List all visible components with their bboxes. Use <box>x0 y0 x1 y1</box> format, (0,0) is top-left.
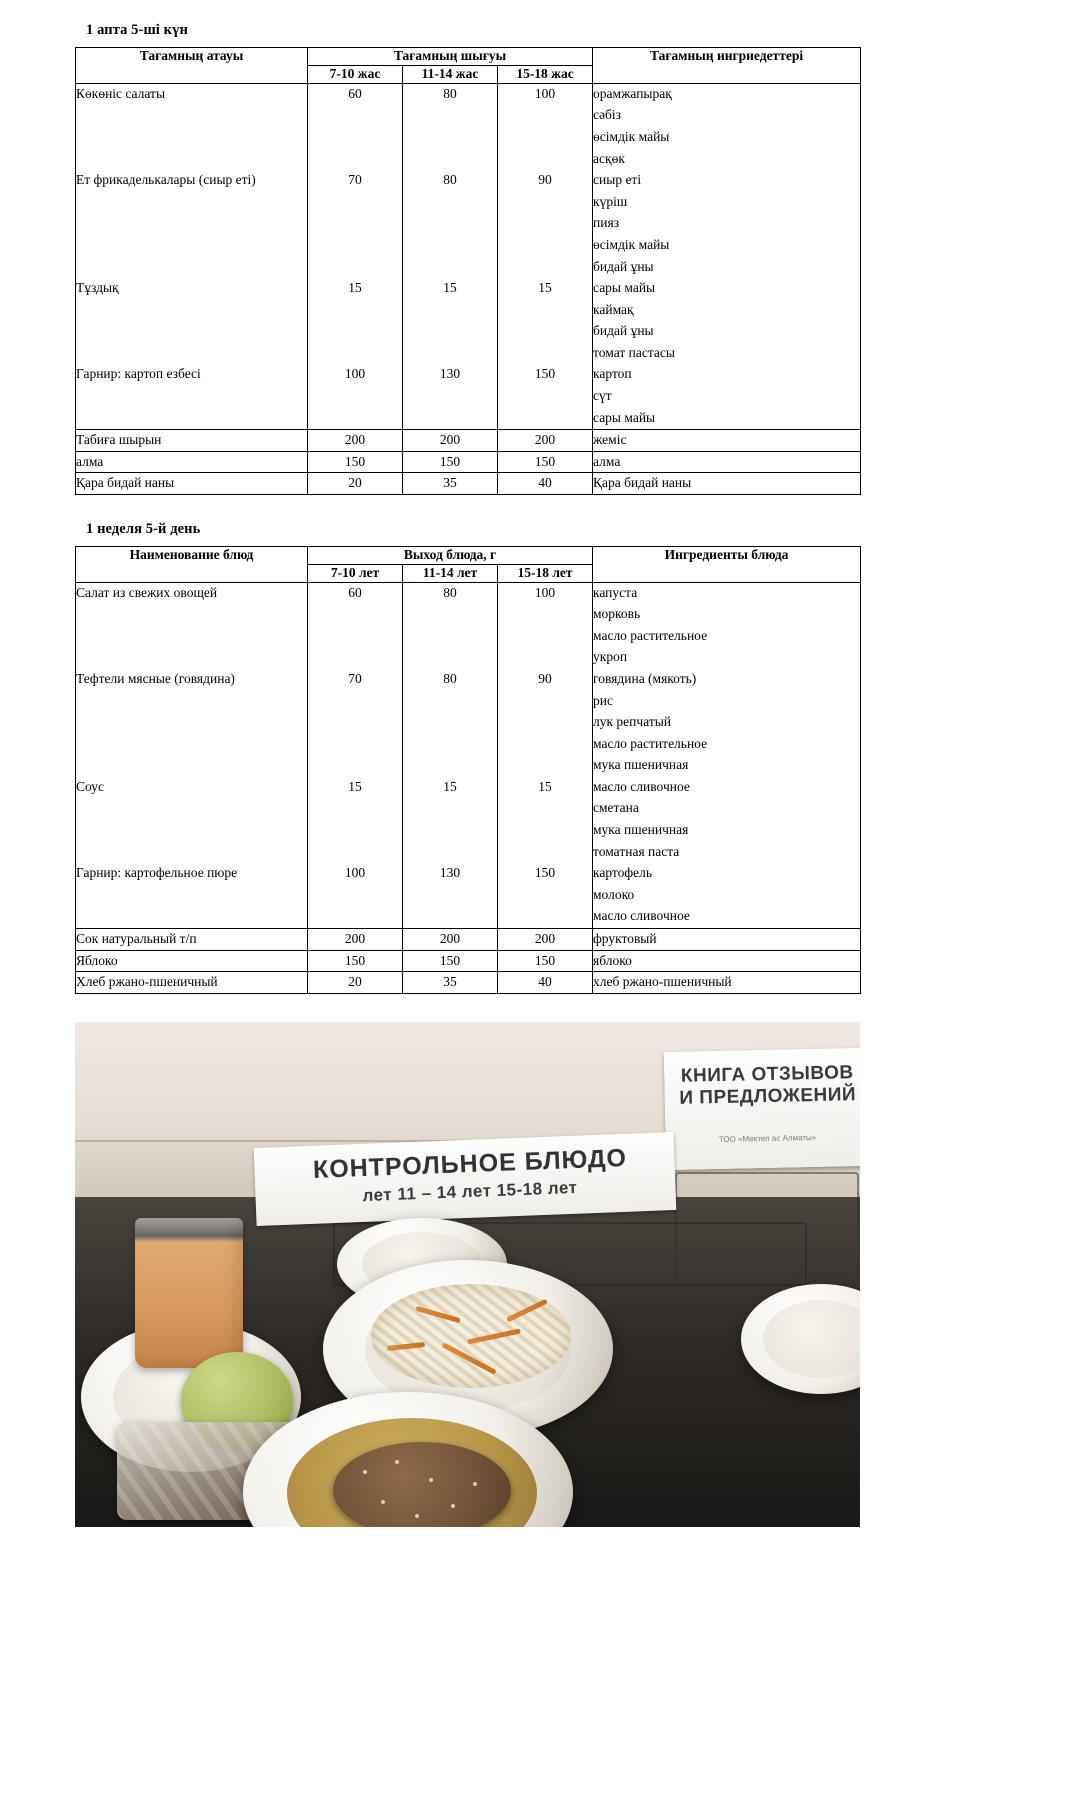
dish-name: Табиға шырын <box>76 430 308 452</box>
value-7-10: 200 <box>308 430 403 452</box>
value-7-10: 70 <box>348 172 362 188</box>
header-output-group: Тағамның шығуы <box>308 48 593 66</box>
value-15-18: 200 <box>498 929 593 951</box>
dish-name: Тефтели мясные (говядина) <box>76 670 235 686</box>
header-age-15-18: 15-18 лет <box>498 564 593 582</box>
value-15-18: 150 <box>534 865 556 881</box>
value-15-18: 200 <box>498 430 593 452</box>
value-7-10: 100 <box>344 865 366 881</box>
value-15-18: 15 <box>538 778 552 794</box>
ingredient: яблоко <box>593 950 861 972</box>
ingredient: асқөк <box>593 150 625 166</box>
ingredient: томат пастасы <box>593 344 675 360</box>
dish-name: Хлеб ржано-пшеничный <box>76 972 308 994</box>
table-row <box>76 83 861 430</box>
ingredient: масло растительное <box>593 735 708 751</box>
value-11-14: 150 <box>403 950 498 972</box>
ingredient: картофель <box>593 865 653 881</box>
table-header-row <box>76 48 861 66</box>
ingredient: өсімдік майы <box>593 128 670 144</box>
ingredient: укроп <box>593 649 628 665</box>
header-age-7-10: 7-10 лет <box>308 564 403 582</box>
value-7-10: 60 <box>348 85 362 101</box>
ingredient: өсімдік майы <box>593 236 670 252</box>
ingredient: сметана <box>593 800 639 816</box>
ingredient: бидай ұны <box>593 323 654 339</box>
dish-name: Салат из свежих овощей <box>76 584 218 600</box>
value-7-10: 100 <box>344 366 366 382</box>
value-11-14: 150 <box>403 451 498 473</box>
ingredient: фруктовый <box>593 929 861 951</box>
section-title-ru: 1 неделя 5-й день <box>86 520 201 537</box>
table-row <box>76 430 861 452</box>
section-title-kk: 1 апта 5-ші күн <box>86 22 188 38</box>
value-7-10: 150 <box>308 950 403 972</box>
ingredient: мука пшеничная <box>593 822 689 838</box>
control-dish-sign-title: КОНТРОЛЬНОЕ БЛЮДО <box>312 1143 628 1184</box>
value-11-14: 80 <box>443 584 457 600</box>
value-15-18: 150 <box>498 950 593 972</box>
control-dish-photo <box>75 1022 860 1527</box>
control-dish-sign-ages: лет 11 – 14 лет 15-18 лет <box>362 1177 578 1205</box>
ingredient: молоко <box>593 886 635 902</box>
header-age-7-10: 7-10 жас <box>308 65 403 83</box>
dish-name: Ет фрикаделькалары (сиыр еті) <box>76 172 256 188</box>
dish-name: Көкөніс салаты <box>76 85 166 101</box>
value-7-10: 70 <box>348 670 362 686</box>
value-11-14: 15 <box>443 280 457 296</box>
complaints-book-sign-subtext: ТОО «Мектеп ас Алматы» <box>718 1132 817 1144</box>
value-11-14: 130 <box>439 865 461 881</box>
ingredient: говядина (мякоть) <box>593 670 697 686</box>
ingredient: томатная паста <box>593 843 680 859</box>
table-row <box>76 451 861 473</box>
ingredient: бидай ұны <box>593 258 654 274</box>
ingredient: алма <box>593 451 861 473</box>
menu-table-kk <box>75 47 861 495</box>
ingredient: Қара бидай наны <box>593 473 861 495</box>
value-15-18: 90 <box>538 172 552 188</box>
ingredient: сары майы <box>593 409 656 425</box>
value-15-18: 15 <box>538 280 552 296</box>
value-15-18: 100 <box>534 85 556 101</box>
table-header-row <box>76 546 861 564</box>
menu-table-ru <box>75 546 861 994</box>
header-ingredients: Ингредиенты блюда <box>593 546 861 582</box>
ingredient: мука пшеничная <box>593 757 689 773</box>
ingredient: пияз <box>593 215 620 231</box>
header-dish-name: Тағамның атауы <box>76 48 308 84</box>
ingredient: хлеб ржано-пшеничный <box>593 972 861 994</box>
header-output-group: Выход блюда, г <box>308 546 593 564</box>
value-11-14: 35 <box>403 972 498 994</box>
value-7-10: 150 <box>308 451 403 473</box>
value-15-18: 150 <box>498 451 593 473</box>
header-ingredients: Тағамның ингриедеттері <box>593 48 861 84</box>
value-11-14: 200 <box>403 929 498 951</box>
dish-name: алма <box>76 451 308 473</box>
ingredient: сәбіз <box>593 107 621 123</box>
ingredient: сары майы <box>593 280 656 296</box>
cabbage-carrot-salad <box>371 1284 571 1388</box>
dish-name: Гарнир: картоп езбесі <box>76 366 201 382</box>
header-age-15-18: 15-18 жас <box>498 65 593 83</box>
ingredient: морковь <box>593 606 641 622</box>
header-age-11-14: 11-14 жас <box>403 65 498 83</box>
table-row <box>76 929 861 951</box>
value-11-14: 80 <box>443 670 457 686</box>
ingredient: масло сливочное <box>593 908 690 924</box>
juice-glass <box>135 1218 243 1368</box>
table-row <box>76 582 861 929</box>
ingredient: лук репчатый <box>593 714 672 730</box>
value-7-10: 20 <box>308 972 403 994</box>
dish-name: Тұздық <box>76 280 119 296</box>
header-dish-name: Наименование блюд <box>76 546 308 582</box>
dish-name: Соус <box>76 778 104 794</box>
value-7-10: 15 <box>348 280 362 296</box>
ingredient: жеміс <box>593 430 861 452</box>
table-row <box>76 950 861 972</box>
value-15-18: 100 <box>534 584 556 600</box>
dish-name: Гарнир: картофельное пюре <box>76 865 238 881</box>
ingredient: каймақ <box>593 301 634 317</box>
value-11-14: 15 <box>443 778 457 794</box>
ingredient: рис <box>593 692 613 708</box>
table-row <box>76 972 861 994</box>
ingredient: масло сливочное <box>593 778 690 794</box>
value-7-10: 200 <box>308 929 403 951</box>
value-15-18: 40 <box>498 473 593 495</box>
dish-name: Яблоко <box>76 950 308 972</box>
value-15-18: 90 <box>538 670 552 686</box>
complaints-book-sign-text: КНИГА ОТЗЫВОВ И ПРЕДЛОЖЕНИЙ <box>679 1061 857 1109</box>
ingredient: орамжапырақ <box>593 85 672 101</box>
dish-name: Қара бидай наны <box>76 473 308 495</box>
ingredient: капуста <box>593 584 638 600</box>
header-age-11-14: 11-14 лет <box>403 564 498 582</box>
value-11-14: 130 <box>439 366 461 382</box>
value-7-10: 20 <box>308 473 403 495</box>
dish-name: Сок натуральный т/п <box>76 929 308 951</box>
value-15-18: 40 <box>498 972 593 994</box>
ingredient: күріш <box>593 193 628 209</box>
value-7-10: 15 <box>348 778 362 794</box>
ingredient: сүт <box>593 388 612 404</box>
value-11-14: 35 <box>403 473 498 495</box>
value-11-14: 80 <box>443 172 457 188</box>
value-11-14: 80 <box>443 85 457 101</box>
ingredient: сиыр еті <box>593 172 642 188</box>
value-15-18: 150 <box>534 366 556 382</box>
value-7-10: 60 <box>348 584 362 600</box>
ingredient: картоп <box>593 366 632 382</box>
table-row <box>76 473 861 495</box>
ingredient: масло растительное <box>593 627 708 643</box>
value-11-14: 200 <box>403 430 498 452</box>
